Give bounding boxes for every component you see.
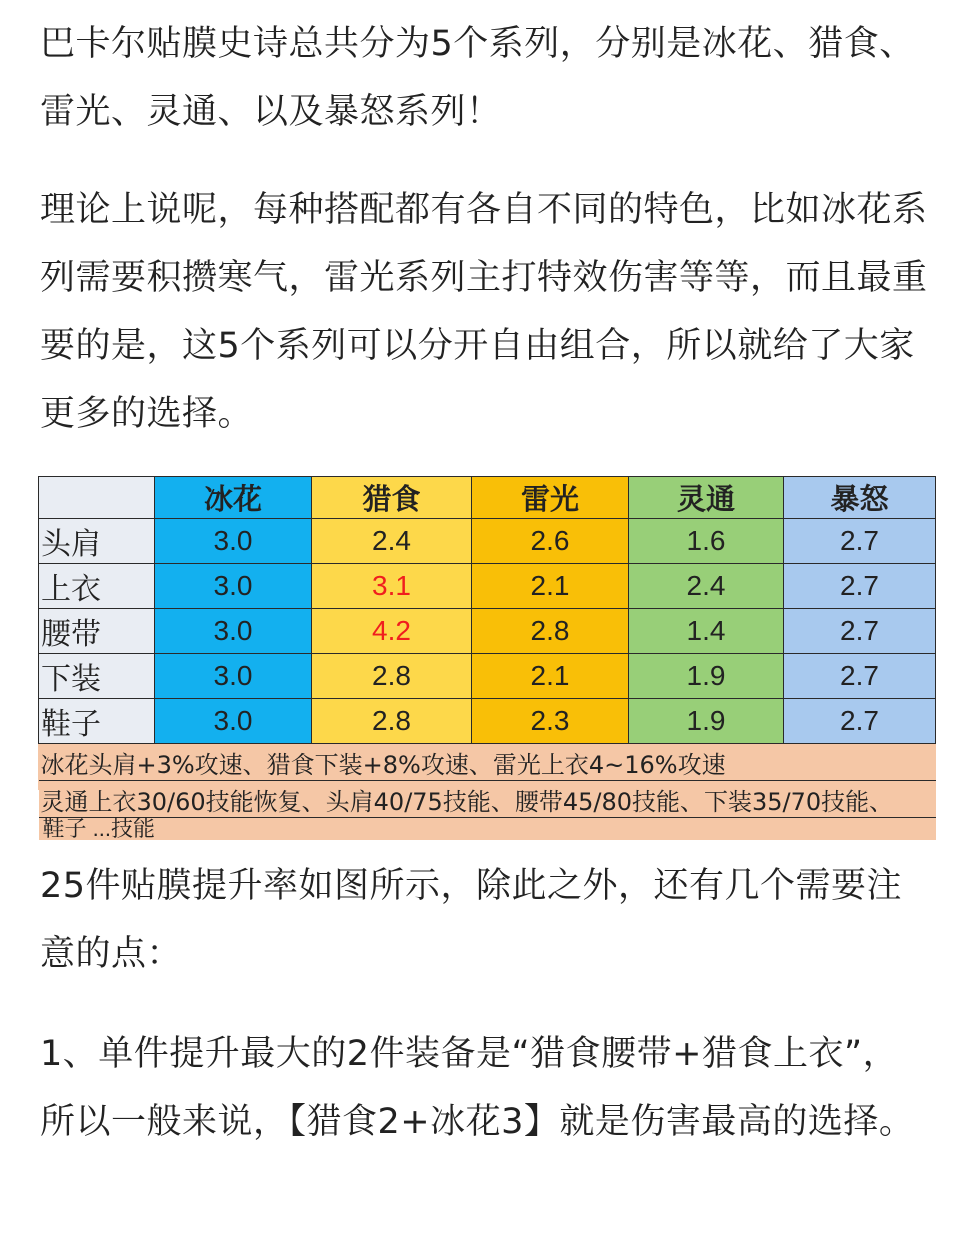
- table-cell: 2.8: [472, 609, 629, 654]
- table-cell-highlight: 4.2: [312, 609, 472, 654]
- header-ling: 灵通: [629, 477, 784, 519]
- table-row: [39, 609, 936, 654]
- table-cell: 2.7: [784, 699, 936, 744]
- table-cell: 2.1: [472, 564, 629, 609]
- table-cell: 1.9: [629, 654, 784, 699]
- table-cell: 2.4: [629, 564, 784, 609]
- header-lei: 雷光: [472, 477, 629, 519]
- table-row: [39, 699, 936, 744]
- table-cell: 1.4: [629, 609, 784, 654]
- rate-table-image: [38, 476, 935, 841]
- header-bao: 暴怒: [784, 477, 936, 519]
- paragraph-rates: 25件贴膜提升率如图所示，除此之外，还有几个需要注意的点：: [40, 866, 903, 974]
- header-bing: 冰花: [155, 477, 312, 519]
- table-cell: 3.0: [155, 654, 312, 699]
- table-note-cut: 鞋子 ...技能: [39, 818, 936, 841]
- row-label: 下装: [39, 654, 155, 699]
- table-cell: 2.7: [784, 609, 936, 654]
- row-label: 头肩: [39, 519, 155, 564]
- table-row: [39, 564, 936, 609]
- rate-table: [38, 476, 936, 840]
- table-cell: 2.4: [312, 519, 472, 564]
- table-cell: 3.0: [155, 699, 312, 744]
- row-label: 鞋子: [39, 699, 155, 744]
- table-note-row: [39, 781, 936, 818]
- table-note-row: [39, 744, 936, 781]
- header-lie: 猎食: [312, 477, 472, 519]
- table-cell: 2.7: [784, 564, 936, 609]
- table-cell: 3.0: [155, 519, 312, 564]
- table-cell: 2.7: [784, 654, 936, 699]
- table-cell: 1.6: [629, 519, 784, 564]
- table-cell-highlight: 3.1: [312, 564, 472, 609]
- paragraph-point-1: 1、单件提升最大的2件装备是“猎食腰带+猎食上衣”，所以一般来说，【猎食2+冰花3】就是伤害最高的选择。: [40, 1034, 915, 1142]
- table-cell: 2.8: [312, 654, 472, 699]
- table-cell: 1.9: [629, 699, 784, 744]
- table-cell: 2.6: [472, 519, 629, 564]
- table-note: 灵通上衣30/60技能恢复、头肩40/75技能、腰带45/80技能、下装35/70技能、: [39, 781, 936, 818]
- paragraph-theory: 理论上说呢，每种搭配都有各自不同的特色，比如冰花系列需要积攒寒气，雷光系列主打特效伤害等等，而且最重要的是，这5个系列可以分开自由组合，所以就给了大家更多的选择。: [40, 190, 928, 434]
- table-note-row-cut: [39, 818, 936, 841]
- table-cell: 3.0: [155, 609, 312, 654]
- table-row: [39, 519, 936, 564]
- table-cell: 2.7: [784, 519, 936, 564]
- table-note: 冰花头肩+3%攻速、猎食下装+8%攻速、雷光上衣4~16%攻速: [39, 744, 936, 781]
- table-header-row: [39, 477, 936, 519]
- table-corner-cell: [39, 477, 155, 519]
- table-cell: 2.1: [472, 654, 629, 699]
- row-label: 上衣: [39, 564, 155, 609]
- row-label: 腰带: [39, 609, 155, 654]
- paragraph-intro: 巴卡尔贴膜史诗总共分为5个系列，分别是冰花、猎食、雷光、灵通、以及暴怒系列！: [40, 24, 915, 132]
- table-cell: 2.3: [472, 699, 629, 744]
- table-cell: 2.8: [312, 699, 472, 744]
- table-row: [39, 654, 936, 699]
- table-cell: 3.0: [155, 564, 312, 609]
